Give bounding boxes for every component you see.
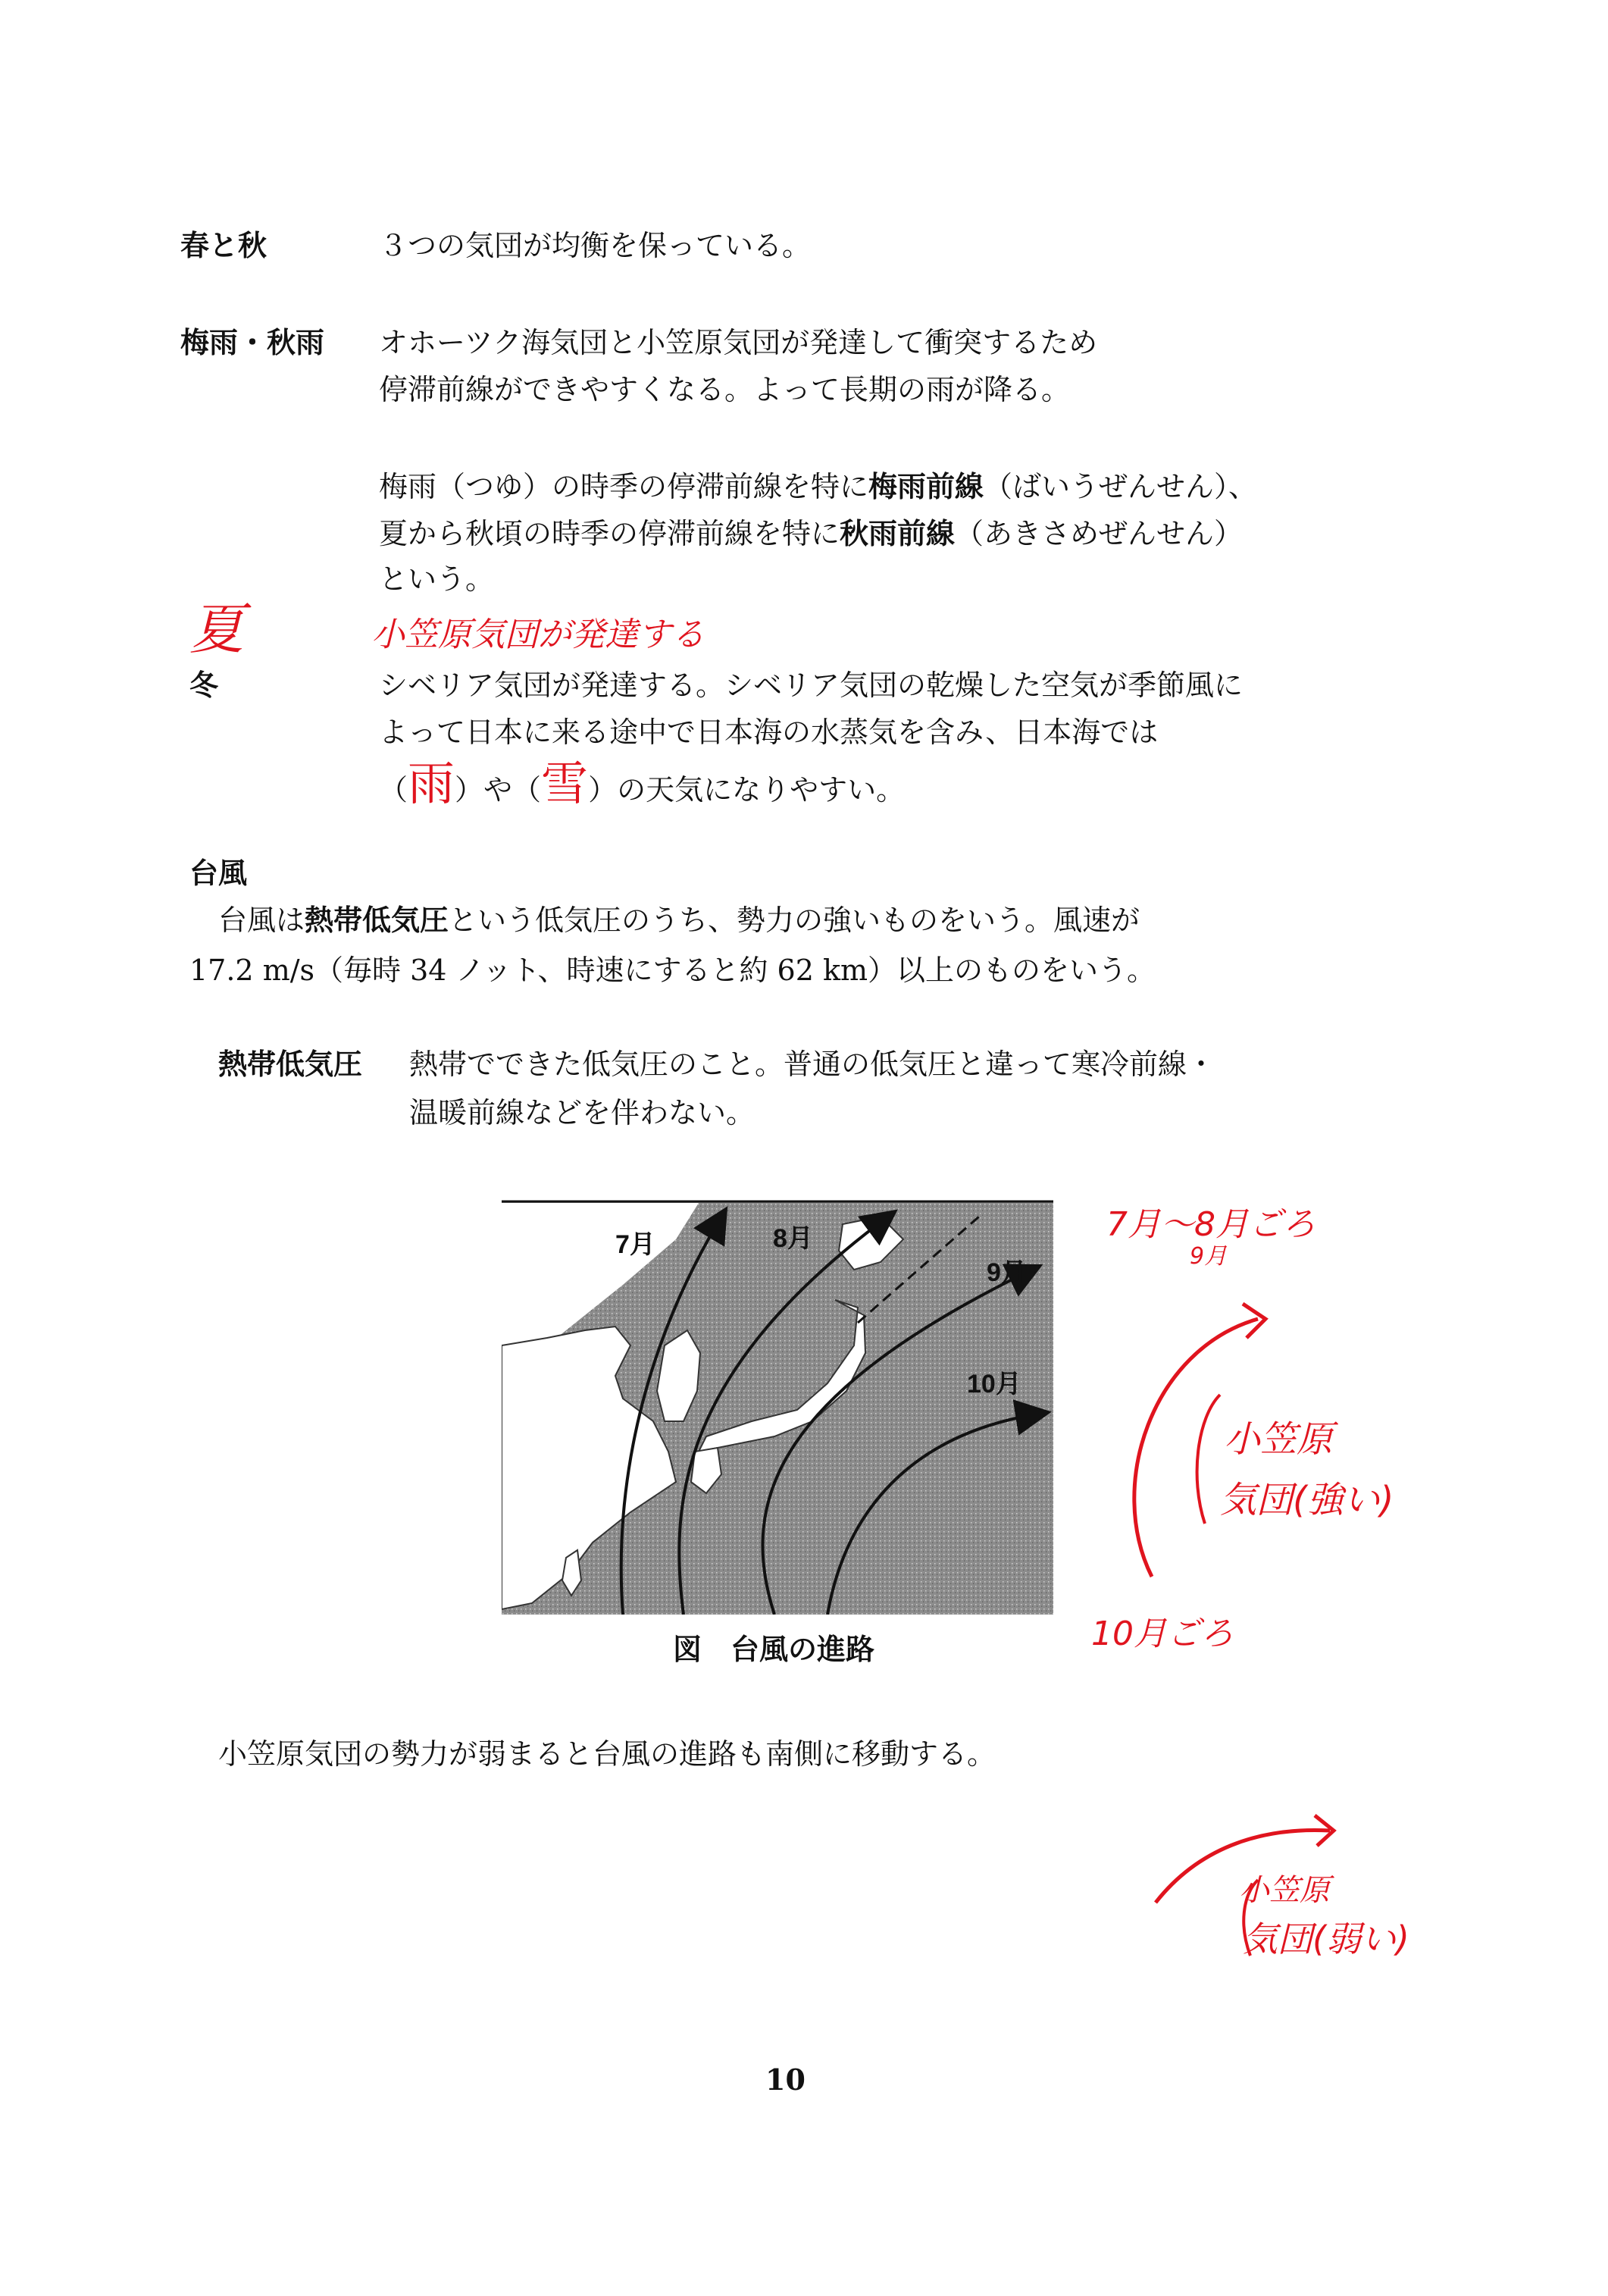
annotation-strong-line-2: 気団(強い) xyxy=(1220,1479,1394,1521)
summer-text-handwritten: 小笠原気団が発達する xyxy=(371,616,705,654)
winter-line-3 xyxy=(379,756,906,811)
rainy-line-1: オホーツク海気団と小笠原気団が発達して衝突するため xyxy=(379,326,1098,359)
label-winter: 冬 xyxy=(189,668,219,702)
annotation-weak-line-2: 気団(弱い) xyxy=(1243,1919,1409,1959)
answer-snow-handwritten: 雪 xyxy=(541,756,589,811)
term-tropical-low: 熱帯低気圧 xyxy=(305,903,449,937)
label-july: 7月 xyxy=(615,1230,655,1259)
label-october: 10月 xyxy=(967,1370,1021,1399)
winter-line-2: よって日本に来る途中で日本海の水蒸気を含み、日本海では xyxy=(379,716,1159,749)
text-spring-autumn: ３つの気団が均衡を保っている。 xyxy=(379,229,812,262)
rainy-note-2-b: （あきさめぜんせん） xyxy=(955,517,1244,550)
annotation-top-line-1: 7月～8月ごろ xyxy=(1106,1205,1315,1244)
label-september: 9月 xyxy=(987,1258,1027,1287)
rainy-note-3: という。 xyxy=(379,562,495,596)
winter-line-1: シベリア気団が発達する。シベリア気団の乾燥した空気が季節風に xyxy=(379,669,1244,702)
rainy-line-2: 停滞前線ができやすくなる。よって長期の雨が降る。 xyxy=(379,373,1071,406)
paren-close-2: ）の天気になりやすい。 xyxy=(588,773,906,807)
figure-caption: 図 台風の進路 xyxy=(673,1632,875,1666)
tropical-low-def-1: 熱帯でできた低気圧のこと。普通の低気圧と違って寒冷前線・ xyxy=(409,1048,1216,1081)
label-spring-autumn: 春と秋 xyxy=(180,228,267,262)
rainy-note-1 xyxy=(379,468,1257,505)
answer-rain-handwritten: 雨 xyxy=(408,756,455,811)
annotation-weak-line-1: 小笠原 xyxy=(1239,1873,1330,1908)
rainy-note-1-b: （ばいうぜんせん）、 xyxy=(984,470,1258,503)
typhoon-conclusion: 小笠原気団の勢力が弱まると台風の進路も南側に移動する。 xyxy=(218,1737,996,1771)
rainy-note-2 xyxy=(379,515,1243,552)
page-number: 10 xyxy=(765,2063,806,2097)
typhoon-para-line-2: 17.2 m/s（毎時 34 ノット、時速にすると約 62 km）以上のものをいう。 xyxy=(189,954,1156,987)
rainy-note-1-a: 梅雨（つゆ）の時季の停滞前線を特に xyxy=(379,470,869,503)
paren-open-1: （ xyxy=(379,773,408,807)
summer-label-handwritten: 夏 xyxy=(189,597,245,661)
tropical-low-def-2: 温暖前線などを伴わない。 xyxy=(409,1096,756,1129)
term-akisame-front: 秋雨前線 xyxy=(840,516,956,550)
label-rainy-season: 梅雨・秋雨 xyxy=(180,325,325,359)
typhoon-para-1-b: という低気圧のうち、勢力の強いものをいう。風速が xyxy=(449,904,1140,937)
label-august: 8月 xyxy=(773,1224,813,1253)
term-baiu-front: 梅雨前線 xyxy=(868,469,984,503)
annotation-bottom: 10月ごろ xyxy=(1091,1615,1234,1653)
typhoon-track-map xyxy=(502,1194,1053,1615)
rainy-note-2-a: 夏から秋頃の時季の停滞前線を特に xyxy=(379,517,840,550)
typhoon-para-1-a: 台風は xyxy=(218,904,305,937)
paren-mid: ）や（ xyxy=(455,773,542,807)
typhoon-heading: 台風 xyxy=(189,856,248,890)
label-tropical-low: 熱帯低気圧 xyxy=(218,1047,363,1081)
typhoon-para-line-1 xyxy=(218,902,1140,938)
annotation-strong-line-1: 小笠原 xyxy=(1224,1418,1334,1461)
annotation-top-line-2: 9月 xyxy=(1190,1243,1228,1270)
